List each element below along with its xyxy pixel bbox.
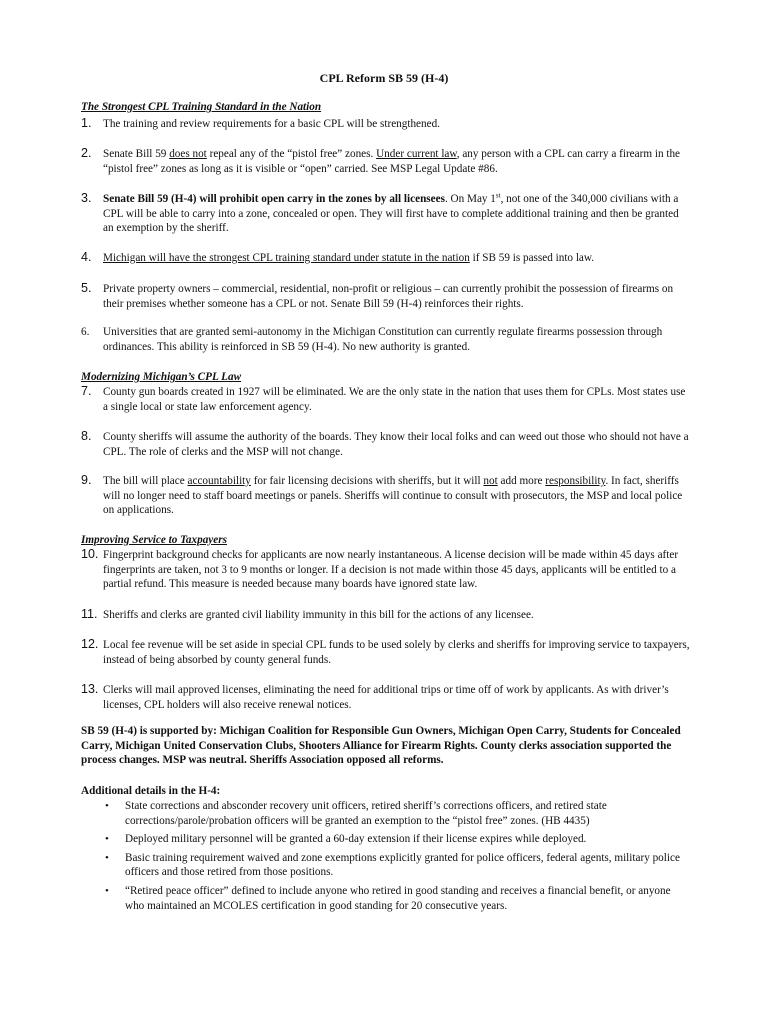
list-item-9 bbox=[81, 474, 691, 518]
item-number: 8. bbox=[81, 429, 92, 443]
bullet-icon: • bbox=[105, 800, 109, 812]
item-text: Fingerprint background checks for applicants are now nearly instantaneous. A license decision will be made within 45 days after fingerprints are taken, not 3 to 9 months or longer. If a decision is not made within those 45 days, applicants will be entitled to a partial refund. This measure is needed because many boards have ignored state law. bbox=[103, 549, 679, 591]
bullet-text: “Retired peace officer” defined to include anyone who retired in good standing and receives a financial benefit, or anyone who maintained an MCOLES certification in good standing for 20 consecutive years. bbox=[125, 884, 671, 912]
item-text: County gun boards created in 1927 will be eliminated. We are the only state in the nation that uses them for CPLs. Most states use a single local or state law enforcement agency. bbox=[103, 386, 686, 413]
item-number: 4. bbox=[81, 250, 92, 264]
item-text: Senate Bill 59 (H-4) will prohibit open carry in the zones by all licensees. On May 1st, not one of the 340,000 civilians with a CPL will be able to carry into a zone, concealed or open. They will first have to complete additional training and then be granted an exemption by the sheriff. bbox=[103, 191, 679, 235]
list-item-3 bbox=[81, 192, 691, 236]
item-number: 1. bbox=[81, 116, 92, 130]
item-number: 10. bbox=[81, 547, 99, 561]
item-text: Clerks will mail approved licenses, eliminating the need for additional trips or time off of work by applicants. As with driver’s licenses, CPL holders will also receive renewal notices. bbox=[103, 684, 669, 711]
bullet-icon: • bbox=[105, 833, 109, 846]
item-text: The training and review requirements for a basic CPL will be strengthened. bbox=[103, 118, 440, 130]
item-text: Local fee revenue will be set aside in special CPL funds to be used solely by clerks and sheriffs for improving service to taxpayers, instead of being absorbed by county general funds. bbox=[103, 639, 690, 666]
item-number: 13. bbox=[81, 682, 99, 696]
list-item-8 bbox=[81, 430, 691, 459]
list-item-10 bbox=[81, 548, 691, 592]
item-number: 11. bbox=[81, 607, 98, 621]
section-heading-modernizing: Modernizing Michigan’s CPL Law bbox=[81, 371, 242, 383]
list-item bbox=[81, 832, 691, 847]
item-number: 2. bbox=[81, 146, 92, 160]
bullet-icon: • bbox=[105, 884, 109, 897]
list-item-11 bbox=[81, 608, 691, 623]
item-text: Sheriffs and clerks are granted civil liability immunity in this bill for the actions of any licensee. bbox=[103, 609, 534, 621]
item-number: 7. bbox=[81, 384, 92, 398]
document-title: CPL Reform SB 59 (H-4) bbox=[319, 71, 449, 85]
list-item-5 bbox=[81, 282, 691, 311]
list-item-12 bbox=[81, 638, 691, 667]
list-item bbox=[81, 799, 691, 828]
item-text: The bill will place accountability for fair licensing decisions with sheriffs, but it will not add more responsibility. In fact, sheriffs will no longer need to staff board meetings or panels. Sheriffs will continue to consult with prosecutors, the MSP and local police on applications. bbox=[103, 475, 683, 517]
list-item-4 bbox=[81, 251, 691, 266]
list-item-13 bbox=[81, 683, 691, 712]
section-heading-training: The Strongest CPL Training Standard in the Nation bbox=[81, 101, 322, 113]
list-item-6 bbox=[81, 325, 691, 354]
item-text: Michigan will have the strongest CPL training standard under statute in the nation if SB 59 is passed into law. bbox=[103, 252, 595, 264]
item-text: Universities that are granted semi-autonomy in the Michigan Constitution can currently regulate firearms possession through ordinances. This ability is reinforced in SB 59 (H-4). No new authority is granted. bbox=[103, 326, 663, 353]
item-text: County sheriffs will assume the authority of the boards. They know their local folks and can weed out those who should not have a CPL. The role of clerks and the MSP will not change. bbox=[103, 431, 689, 458]
item-number: 12. bbox=[81, 637, 99, 651]
list-item bbox=[81, 851, 691, 880]
bullet-text: Basic training requirement waived and zone exemptions explicitly granted for police officers, federal agents, military police officers and those retired from those positions. bbox=[125, 851, 680, 879]
item-text: Senate Bill 59 does not repeal any of the “pistol free” zones. Under current law, any person with a CPL can carry a firearm in the “pistol free” zones as long as it is visible or “open” carried. See MSP Legal Update #86. bbox=[103, 148, 681, 175]
item-number: 6. bbox=[81, 326, 90, 338]
supporters-paragraph: SB 59 (H-4) is supported by: Michigan Coalition for Responsible Gun Owners, Michigan Open Carry, Students for Concealed Carry, Michigan United Conservation Clubs, Shooters Alliance for Firearm Rights. County clerks association supported the process changes. MSP was neutral. Sheriffs Association opposed all reforms. bbox=[81, 725, 681, 767]
list-item-2 bbox=[81, 147, 691, 176]
list-item-1 bbox=[81, 117, 691, 132]
additional-details-list bbox=[81, 799, 691, 917]
bullet-text: Deployed military personnel will be granted a 60-day extension if their license expires while deployed. bbox=[125, 833, 587, 846]
item-number: 3. bbox=[81, 191, 92, 205]
additional-details-heading: Additional details in the H-4: bbox=[81, 785, 221, 797]
item-number: 9. bbox=[81, 473, 92, 487]
item-text: Private property owners – commercial, residential, non-profit or religious – can currently prohibit the possession of firearms on their premises whether someone has a CPL or not. Senate Bill 59 (H-4) reinforces their rights. bbox=[103, 283, 674, 310]
list-item-7 bbox=[81, 385, 691, 414]
list-item bbox=[81, 884, 691, 913]
section-heading-service: Improving Service to Taxpayers bbox=[81, 534, 227, 546]
item-number: 5. bbox=[81, 281, 92, 295]
bullet-text: State corrections and absconder recovery unit officers, retired sheriff’s corrections officers, and retired state corrections/parole/probation officers will be granted an exemption to the “pistol free” zones. (HB 4435) bbox=[125, 800, 607, 827]
bullet-icon: • bbox=[105, 851, 109, 864]
